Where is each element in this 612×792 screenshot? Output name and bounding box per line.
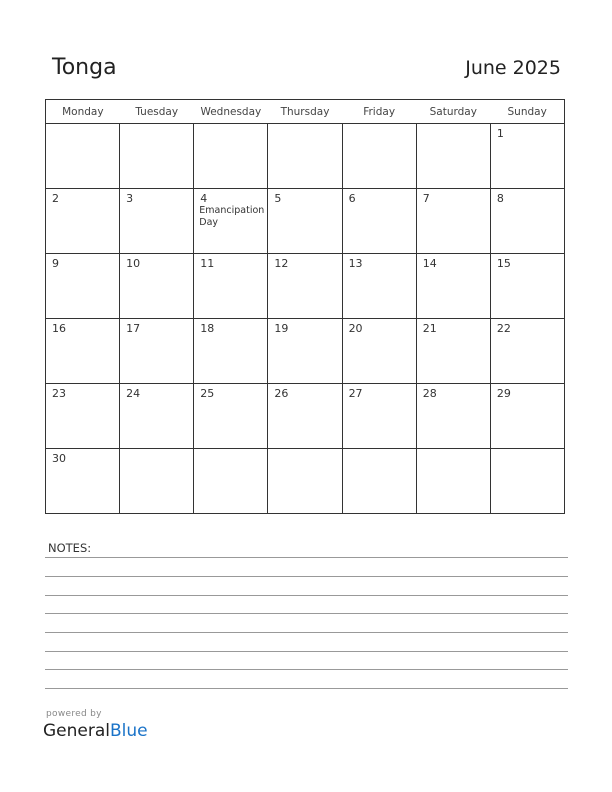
calendar-week-row: [46, 124, 565, 189]
day-cell: [120, 189, 194, 254]
weekday-header-row: [46, 100, 565, 124]
day-cell: [46, 189, 120, 254]
day-cell: [46, 124, 120, 189]
generalblue-logo: [43, 721, 148, 741]
day-number: 3: [126, 192, 134, 205]
day-number: 22: [496, 322, 511, 335]
day-cell: [416, 449, 490, 514]
day-number: 27: [348, 387, 363, 400]
calendar-week-row: [46, 384, 565, 449]
day-cell: [416, 189, 490, 254]
weekday-header: Thursday: [268, 100, 342, 124]
day-cell: [120, 254, 194, 319]
day-number: 2: [52, 192, 59, 205]
logo-text-general: General: [43, 721, 110, 741]
calendar-body: [46, 124, 565, 514]
day-cell: [268, 124, 342, 189]
calendar-week-row: [46, 449, 565, 514]
note-line: [45, 557, 568, 558]
day-number: 4: [200, 192, 208, 205]
day-number: 8: [496, 192, 504, 205]
day-cell: [416, 384, 490, 449]
day-number: 11: [200, 257, 215, 270]
day-cell: [46, 384, 120, 449]
day-cell: [120, 319, 194, 384]
day-cell: [268, 384, 342, 449]
day-cell: [416, 124, 490, 189]
day-cell: [194, 384, 268, 449]
day-number: 5: [274, 192, 282, 205]
day-cell: [268, 319, 342, 384]
day-number: 15: [496, 257, 511, 270]
day-number: 26: [274, 387, 289, 400]
day-cell: [120, 384, 194, 449]
day-cell: [268, 449, 342, 514]
day-cell: [46, 319, 120, 384]
note-line: [45, 576, 568, 577]
day-number: 24: [126, 387, 141, 400]
day-number: 1: [496, 127, 504, 140]
day-cell: [194, 319, 268, 384]
note-line: [45, 669, 568, 670]
notes-label: NOTES:: [48, 541, 92, 555]
day-number: 9: [52, 257, 59, 270]
day-cell: [194, 189, 268, 254]
day-number: 18: [200, 322, 215, 335]
powered-by-text: powered by: [46, 709, 102, 719]
calendar-week-row: [46, 189, 565, 254]
country-title: Tonga: [52, 55, 117, 80]
day-cell: [490, 189, 564, 254]
weekday-header: Sunday: [490, 100, 564, 124]
holiday-label: Emancipation Day: [199, 205, 265, 228]
day-number: 12: [274, 257, 289, 270]
day-number: 19: [274, 322, 289, 335]
day-cell: [342, 124, 416, 189]
month-year-title: June 2025: [465, 57, 561, 79]
day-number: 28: [422, 387, 437, 400]
day-number: 23: [52, 387, 66, 400]
weekday-header: Monday: [46, 100, 120, 124]
day-number: 10: [126, 257, 141, 270]
day-cell: [268, 189, 342, 254]
note-line: [45, 595, 568, 596]
day-cell: [342, 254, 416, 319]
weekday-header: Wednesday: [194, 100, 268, 124]
note-line: [45, 632, 568, 633]
day-cell: [342, 319, 416, 384]
calendar-week-row: [46, 254, 565, 319]
day-cell: [46, 449, 120, 514]
note-line: [45, 651, 568, 652]
note-line: [45, 613, 568, 614]
calendar-grid: [45, 99, 565, 514]
day-number: 20: [348, 322, 363, 335]
day-cell: [416, 319, 490, 384]
note-line: [45, 688, 568, 689]
day-cell: [416, 254, 490, 319]
calendar-week-row: [46, 319, 565, 384]
day-number: 6: [348, 192, 356, 205]
day-cell: [194, 124, 268, 189]
day-cell: [194, 449, 268, 514]
logo-text-blue: Blue: [110, 721, 148, 741]
day-number: 21: [422, 322, 437, 335]
day-number: 30: [52, 452, 66, 465]
day-number: 17: [126, 322, 141, 335]
day-number: 14: [422, 257, 437, 270]
day-cell: [120, 449, 194, 514]
day-cell: [342, 449, 416, 514]
day-cell: [342, 384, 416, 449]
day-cell: [490, 384, 564, 449]
day-cell: [490, 124, 564, 189]
day-cell: [490, 254, 564, 319]
day-cell: [490, 319, 564, 384]
day-cell: [120, 124, 194, 189]
day-number: 16: [52, 322, 66, 335]
day-number: 7: [422, 192, 430, 205]
day-cell: [342, 189, 416, 254]
weekday-header: Tuesday: [120, 100, 194, 124]
day-cell: [194, 254, 268, 319]
weekday-header: Saturday: [416, 100, 490, 124]
day-number: 29: [496, 387, 511, 400]
day-number: 25: [200, 387, 215, 400]
day-cell: [268, 254, 342, 319]
day-number: 13: [348, 257, 363, 270]
day-cell: [46, 254, 120, 319]
weekday-header: Friday: [342, 100, 416, 124]
day-cell: [490, 449, 564, 514]
